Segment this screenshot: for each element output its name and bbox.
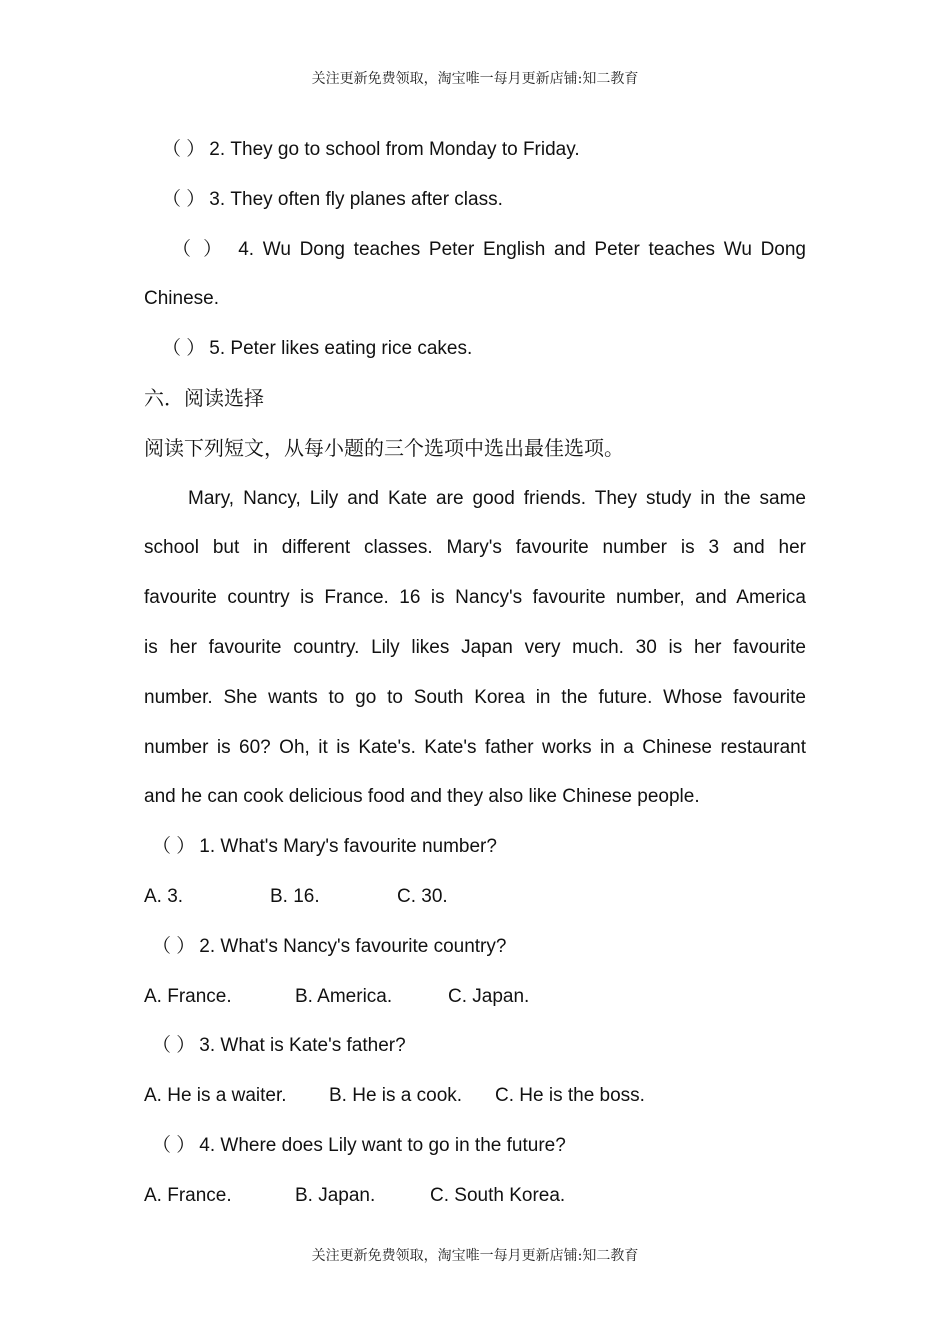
passage-line: and he can cook delicious food and they also like Chinese people.: [144, 786, 700, 808]
option-b[interactable]: B. America.: [295, 985, 393, 1007]
page-header: 关注更新免费领取，淘宝唯一每月更新店铺:知二教育: [311, 71, 639, 87]
option-c[interactable]: C. He is the boss.: [495, 1085, 645, 1107]
question-4-options: [144, 1171, 806, 1221]
option-a[interactable]: A. 3.: [144, 885, 184, 907]
answer-blank[interactable]: （ ）: [152, 836, 196, 858]
option-a[interactable]: A. France.: [144, 1184, 232, 1206]
question-1: [144, 822, 806, 872]
option-c[interactable]: C. South Korea.: [430, 1184, 566, 1206]
option-b[interactable]: B. He is a cook.: [329, 1085, 463, 1107]
answer-blank[interactable]: （ ）: [152, 935, 196, 957]
worksheet-content: [144, 125, 806, 1221]
option-c[interactable]: C. 30.: [397, 885, 448, 907]
tf-item-text: 2. They go to school from Monday to Friday.: [209, 139, 580, 160]
question-1-options: [144, 872, 806, 922]
question-text: 1. What's Mary's favourite number?: [199, 836, 497, 858]
section-title: 六．阅读选择: [144, 385, 264, 410]
tf-item-4-continued: Chinese.: [144, 288, 219, 310]
passage-line: school but in different classes. Mary's favourite number is 3 and her: [144, 537, 806, 559]
passage-line: is her favourite country. Lily likes Japan very much. 30 is her favourite: [144, 636, 806, 658]
passage-line: number is 60? Oh, it is Kate's. Kate's father works in a Chinese restaurant: [144, 736, 806, 758]
question-text: 2. What's Nancy's favourite country?: [199, 935, 507, 957]
question-text: 4. Where does Lily want to go in the future?: [199, 1134, 566, 1156]
passage-line: number. She wants to go to South Korea in the future. Whose favourite: [144, 686, 806, 708]
answer-blank[interactable]: （ ）: [162, 188, 206, 210]
page-footer: 关注更新免费领取，淘宝唯一每月更新店铺:知二教育: [311, 1248, 639, 1264]
answer-blank[interactable]: （ ）: [162, 338, 206, 360]
question-2: [144, 922, 806, 972]
option-b[interactable]: B. 16.: [270, 885, 320, 907]
question-3-options: [144, 1071, 806, 1121]
tf-item-text: 5. Peter likes eating rice cakes.: [209, 338, 473, 360]
answer-blank[interactable]: （ ）: [172, 238, 226, 260]
tf-item-3: [144, 175, 806, 225]
question-2-options: [144, 972, 806, 1022]
instruction: 阅读下列短文，从每小题的三个选项中选出最佳选项。: [144, 435, 624, 460]
tf-item-text: 4. Wu Dong teaches Peter English and Peter teaches Wu Dong: [238, 238, 807, 260]
question-text: 3. What is Kate's father?: [199, 1035, 406, 1057]
option-a[interactable]: A. He is a waiter.: [144, 1085, 287, 1107]
passage-line: favourite country is France. 16 is Nancy's favourite number, and America: [144, 587, 806, 609]
tf-item-5: [144, 324, 806, 374]
option-a[interactable]: A. France.: [144, 985, 232, 1007]
question-3: [144, 1021, 806, 1071]
option-b[interactable]: B. Japan.: [295, 1184, 376, 1206]
tf-item-text: 3. They often fly planes after class.: [209, 188, 503, 210]
option-c[interactable]: C. Japan.: [448, 985, 530, 1007]
tf-item-2: [144, 125, 806, 175]
answer-blank[interactable]: （ ）: [162, 139, 206, 160]
answer-blank[interactable]: （ ）: [152, 1134, 196, 1156]
passage-line: Mary, Nancy, Lily and Kate are good friends. They study in the same: [188, 487, 806, 509]
tf-item-4: [144, 225, 806, 275]
answer-blank[interactable]: （ ）: [152, 1035, 196, 1057]
question-4: [144, 1121, 806, 1171]
